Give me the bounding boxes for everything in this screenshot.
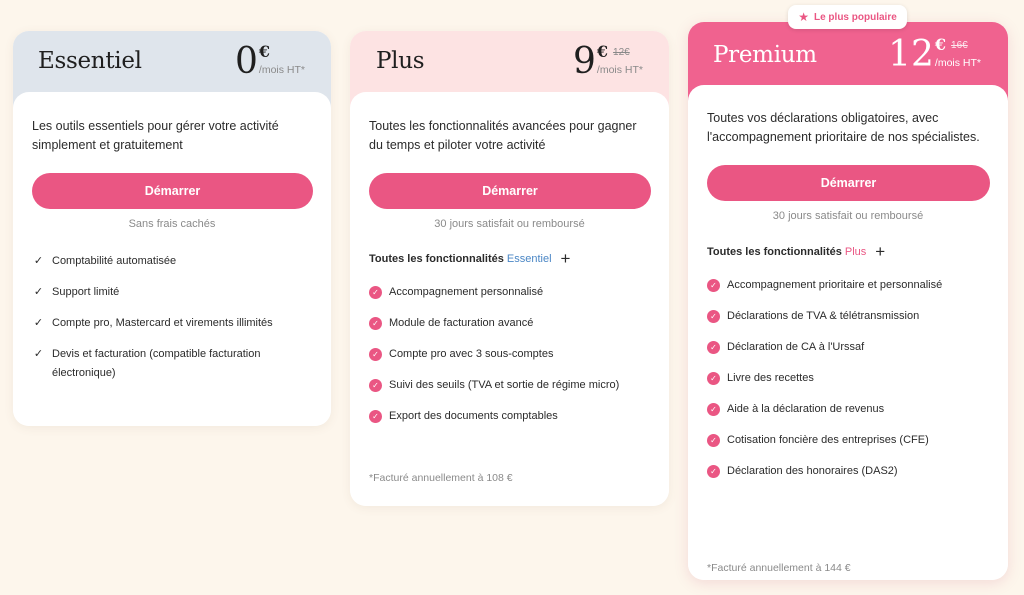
- price-unit: /mois HT*: [596, 64, 643, 76]
- cta-note: 30 jours satisfait ou remboursé: [434, 218, 585, 230]
- list-item: ✓ Suivi des seuils (TVA et sortie de régime micro): [369, 376, 655, 395]
- list-item: ✓ Comptabilité automatisée: [33, 255, 177, 267]
- check-circle-icon: ✓: [707, 310, 720, 323]
- plan-name: Essentiel: [38, 48, 142, 74]
- list-item: ✓ Déclaration de CA à l'Urssaf: [707, 338, 994, 357]
- check-circle-icon: ✓: [369, 317, 382, 330]
- start-button-premium[interactable]: Démarrer: [707, 165, 990, 201]
- popular-badge-label: Le plus populaire: [813, 11, 897, 23]
- check-icon: ✓: [33, 255, 44, 267]
- plan-price: [235, 42, 305, 82]
- plan-name: Premium: [713, 42, 817, 68]
- plan-description: Les outils essentiels pour gérer votre activité simplement et gratuitement: [32, 119, 279, 152]
- price-unit: /mois HT*: [258, 64, 305, 76]
- cta-note: Sans frais cachés: [128, 218, 216, 230]
- list-item: ✓ Déclarations de TVA & télétransmission: [707, 307, 994, 326]
- list-item: ✓ Compte pro avec 3 sous-comptes: [369, 345, 655, 364]
- plan-name: Plus: [376, 48, 425, 74]
- check-circle-icon: ✓: [369, 410, 382, 423]
- check-circle-icon: ✓: [707, 434, 720, 447]
- check-circle-icon: ✓: [707, 372, 720, 385]
- feature-heading-accent: Plus: [844, 246, 867, 258]
- plan-body: [13, 92, 331, 426]
- price-unit: /mois HT*: [934, 57, 981, 69]
- check-icon: ✓: [33, 286, 44, 298]
- list-item: ✓ Export des documents comptables: [369, 407, 655, 426]
- plan-card-essentiel: [13, 31, 331, 426]
- feature-heading-accent: Essentiel: [506, 253, 552, 265]
- feature-heading: Toutes les fonctionnalités Essentiel +: [369, 249, 571, 268]
- price-currency: €: [596, 42, 609, 61]
- billing-footnote: *Facturé annuellement à 144 €: [707, 562, 851, 574]
- feature-list: [32, 252, 317, 395]
- check-circle-icon: ✓: [707, 279, 720, 292]
- plan-price: [573, 42, 643, 82]
- check-circle-icon: ✓: [707, 341, 720, 354]
- list-item: ✓ Cotisation foncière des entreprises (CFE): [707, 431, 994, 450]
- check-icon: ✓: [33, 317, 44, 329]
- list-item: ✓ Support limité: [33, 286, 120, 298]
- check-circle-icon: ✓: [369, 286, 382, 299]
- price-amount: 9: [573, 41, 596, 82]
- feature-heading: Toutes les fonctionnalités Plus +: [707, 242, 886, 261]
- cta-note: 30 jours satisfait ou remboursé: [772, 210, 924, 222]
- popular-badge: [788, 5, 907, 29]
- star-icon: ★: [798, 10, 809, 24]
- list-item: ✓ Compte pro, Mastercard et virements illimités: [33, 317, 273, 329]
- list-item: ✓ Module de facturation avancé: [369, 314, 655, 333]
- plan-description: Toutes les fonctionnalités avancées pour gagner du temps et piloter votre activité: [369, 119, 637, 152]
- plan-body: [688, 85, 1008, 580]
- list-item: ✓ Accompagnement personnalisé: [369, 283, 655, 302]
- start-button-essentiel[interactable]: Démarrer: [32, 173, 313, 209]
- plan-description: Toutes vos déclarations obligatoires, avec l'accompagnement prioritaire de nos spécialistes.: [707, 111, 980, 144]
- check-circle-icon: ✓: [707, 465, 720, 478]
- plan-card-premium: [688, 22, 1008, 580]
- plan-price: [888, 35, 981, 75]
- billing-footnote: *Facturé annuellement à 108 €: [369, 472, 513, 484]
- feature-list: [369, 283, 655, 438]
- check-icon: ✓: [33, 348, 44, 360]
- list-item: ✓ Déclaration des honoraires (DAS2): [707, 462, 994, 481]
- price-amount: 0: [235, 41, 258, 82]
- check-circle-icon: ✓: [369, 379, 382, 392]
- old-price: 12€: [613, 46, 630, 58]
- check-circle-icon: ✓: [707, 403, 720, 416]
- list-item: ✓ Aide à la déclaration de revenus: [707, 400, 994, 419]
- price-currency: €: [934, 35, 947, 54]
- start-button-plus[interactable]: Démarrer: [369, 173, 651, 209]
- old-price: 16€: [951, 39, 968, 51]
- list-item: ✓ Devis et facturation (compatible facturation électronique): [33, 348, 261, 379]
- expand-plus-icon[interactable]: +: [875, 242, 886, 261]
- plan-body: [350, 92, 669, 506]
- list-item: ✓ Livre des recettes: [707, 369, 994, 388]
- price-amount: 12: [888, 34, 934, 75]
- plan-card-plus: [350, 31, 669, 506]
- price-currency: €: [258, 42, 271, 61]
- list-item: ✓ Accompagnement prioritaire et personnalisé: [707, 276, 994, 295]
- expand-plus-icon[interactable]: +: [560, 249, 571, 268]
- check-circle-icon: ✓: [369, 348, 382, 361]
- feature-list: [707, 276, 994, 493]
